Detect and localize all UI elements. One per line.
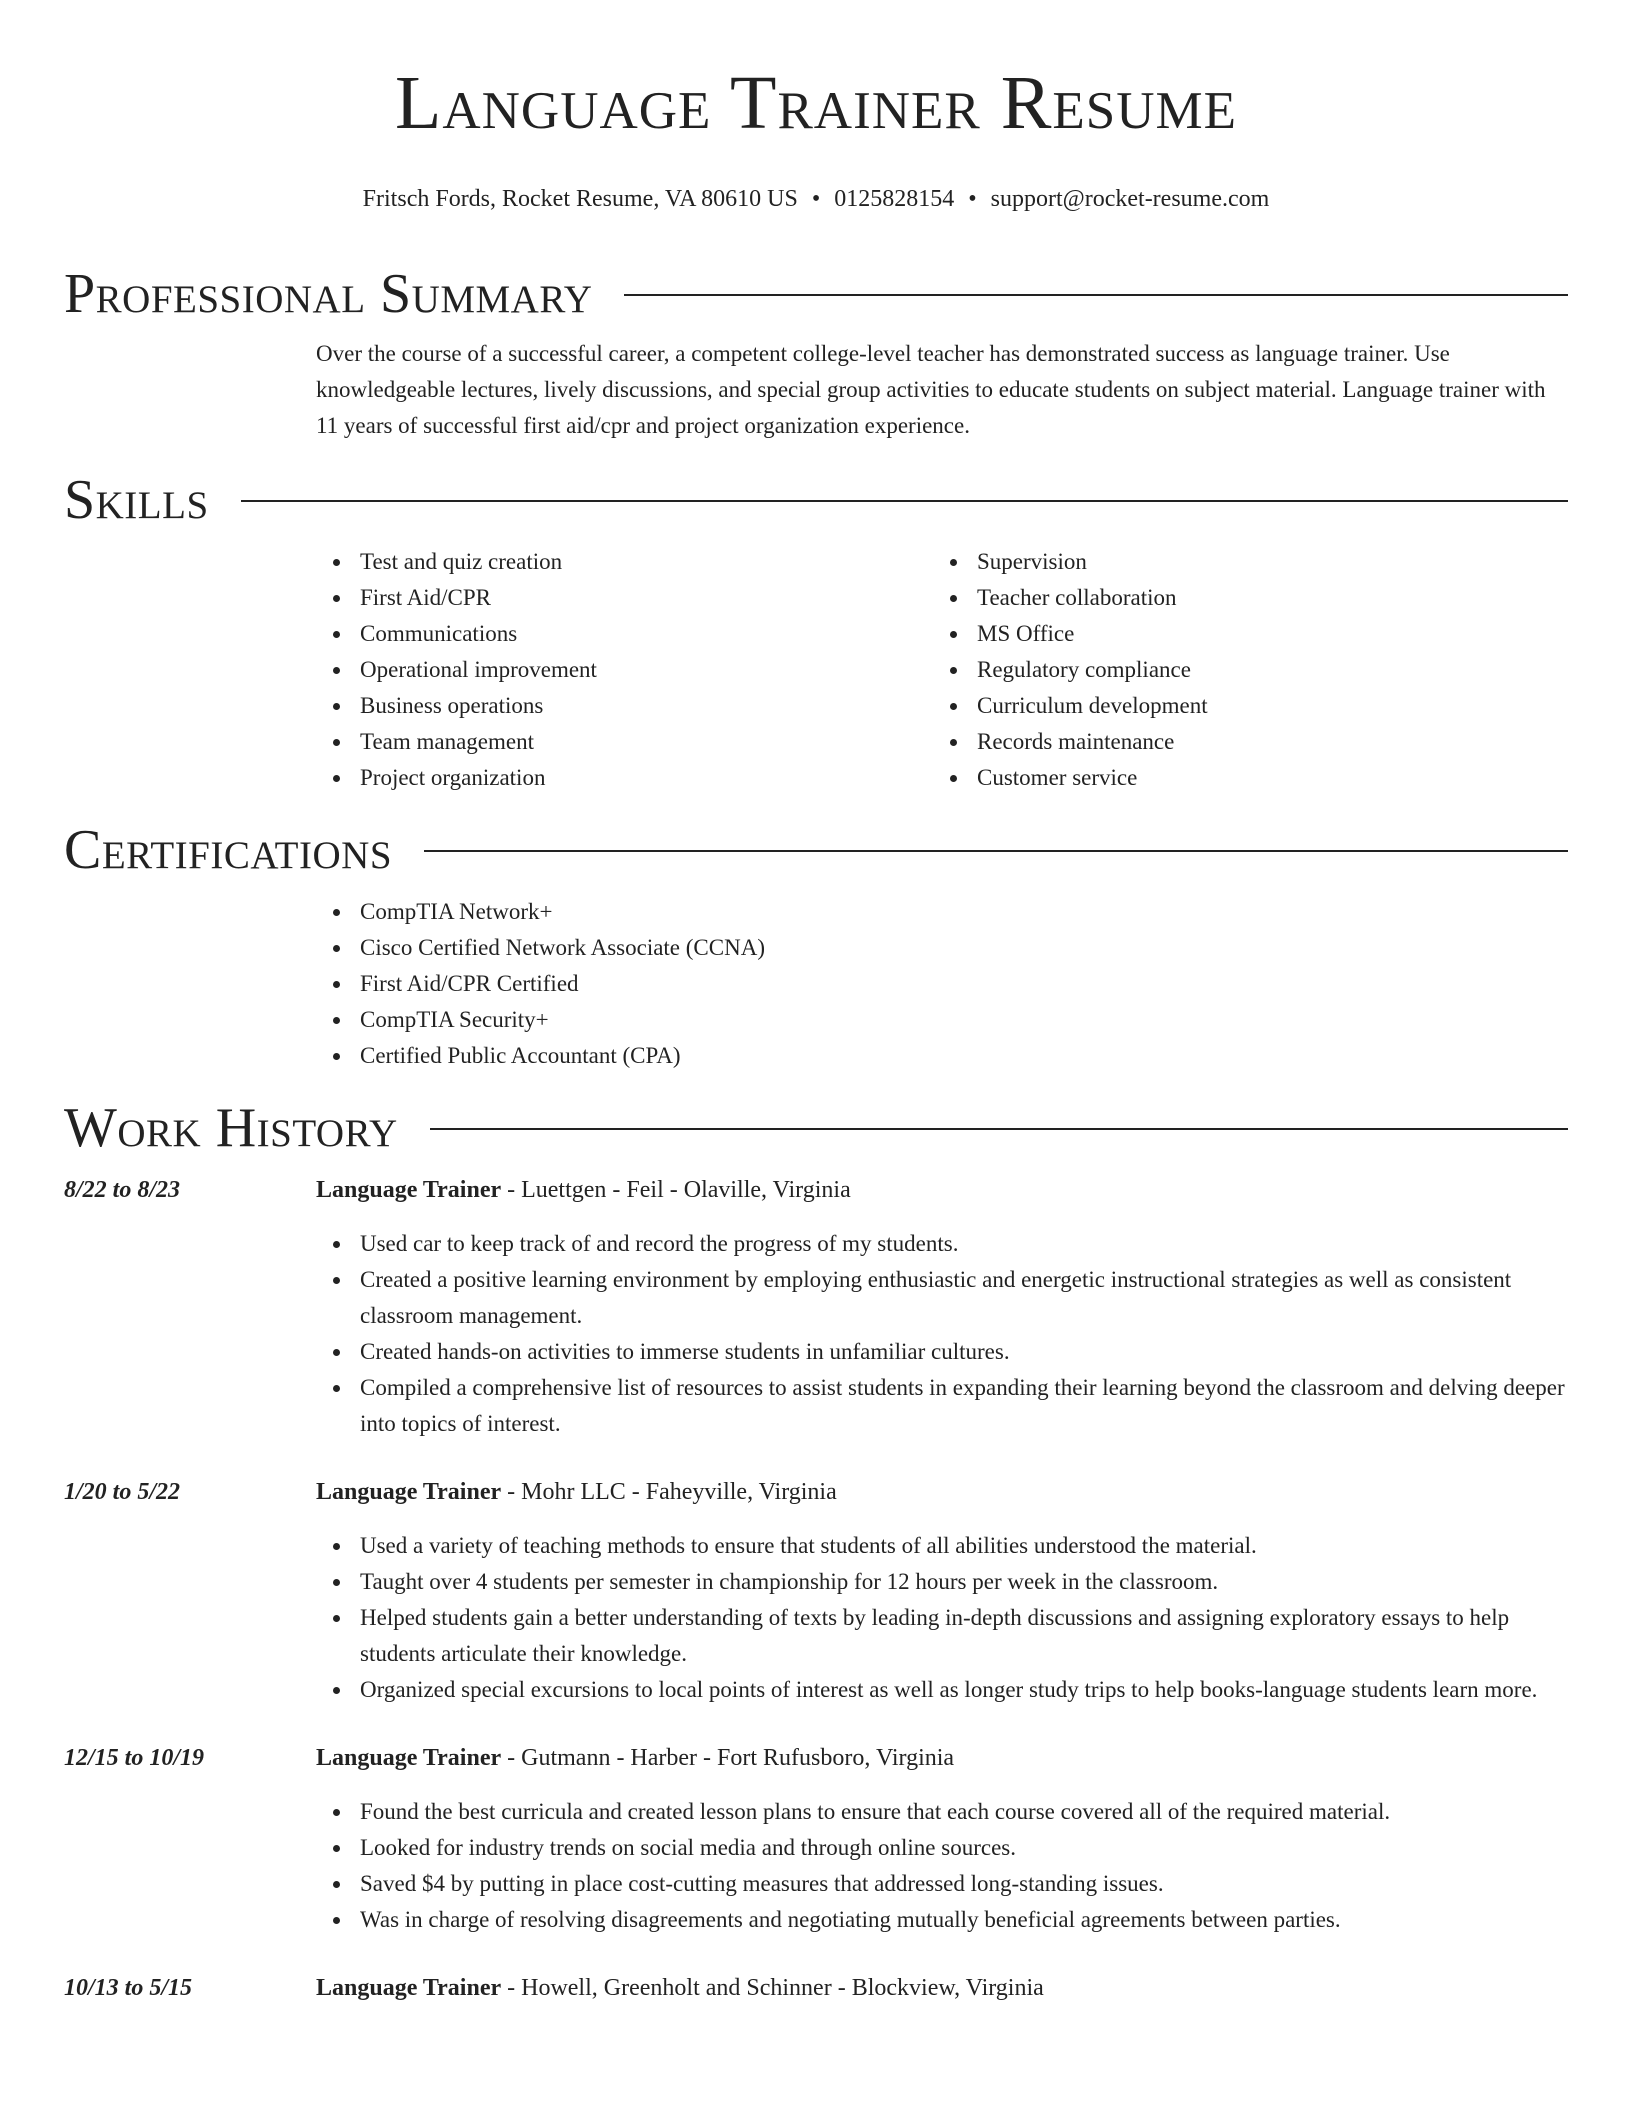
skill-item: Operational improvement: [316, 652, 933, 688]
job-title-line: [316, 1474, 837, 1510]
summary-section-header: [64, 264, 1568, 324]
job-bullet: Organized special excursions to local points of interest as well as longer study trips to help books-language students learn more.: [316, 1672, 1568, 1708]
contact-line: [64, 184, 1568, 214]
certification-item: Cisco Certified Network Associate (CCNA): [316, 930, 1568, 966]
job-bullet: Looked for industry trends on social media and through online sources.: [316, 1830, 1568, 1866]
certification-item: CompTIA Security+: [316, 1002, 1568, 1038]
job-role: Language Trainer: [316, 1745, 502, 1771]
job-bullet: Created a positive learning environment by employing enthusiastic and energetic instructional strategies as well as consistent classroom management.: [316, 1262, 1568, 1334]
skill-item: Customer service: [933, 760, 1550, 796]
skills-list-right: [933, 544, 1550, 796]
job-header: [64, 1172, 1568, 1208]
job-bullet: Helped students gain a better understanding of texts by leading in-depth discussions and assigning exploratory essays to help students articulate their knowledge.: [316, 1600, 1568, 1672]
job-dates: 8/22 to 8/23: [64, 1177, 181, 1203]
skill-item: Team management: [316, 724, 933, 760]
skill-item: Supervision: [933, 544, 1550, 580]
contact-email: support@rocket-resume.com: [990, 186, 1270, 212]
job-title-line: [316, 1970, 1044, 2006]
skill-item: Business operations: [316, 688, 933, 724]
job-bullets: [316, 1226, 1568, 1442]
certification-item: First Aid/CPR Certified: [316, 966, 1568, 1002]
job-title-line: [316, 1740, 954, 1776]
job-dates: 1/20 to 5/22: [64, 1479, 181, 1505]
job-header: [64, 1474, 1568, 1510]
job-bullet: Taught over 4 students per semester in championship for 12 hours per week in the classroom.: [316, 1564, 1568, 1600]
section-divider: [241, 500, 1568, 502]
section-divider: [424, 850, 1568, 852]
contact-separator: •: [811, 186, 821, 212]
job-bullets: [316, 1794, 1568, 1938]
job-dates: 10/13 to 5/15: [64, 1975, 193, 2001]
skill-item: Regulatory compliance: [933, 652, 1550, 688]
summary-heading: Professional Summary: [64, 263, 593, 325]
skill-item: Project organization: [316, 760, 933, 796]
certifications-heading: Certifications: [64, 819, 393, 881]
job-role: Language Trainer: [316, 1177, 502, 1203]
section-divider: [430, 1128, 1568, 1130]
job-details: - Luettgen - Feil - Olaville, Virginia: [501, 1177, 851, 1203]
contact-address: Fritsch Fords, Rocket Resume, VA 80610 US: [362, 186, 798, 212]
skill-item: First Aid/CPR: [316, 580, 933, 616]
certification-item: CompTIA Network+: [316, 894, 1568, 930]
certifications-section-header: [64, 820, 1568, 880]
job-entry: [64, 1172, 1568, 1442]
skill-item: Test and quiz creation: [316, 544, 933, 580]
job-details: - Gutmann - Harber - Fort Rufusboro, Virginia: [501, 1745, 955, 1771]
work-section-header: [64, 1098, 1568, 1158]
skill-item: Teacher collaboration: [933, 580, 1550, 616]
job-bullet: Used car to keep track of and record the progress of my students.: [316, 1226, 1568, 1262]
job-dates: 12/15 to 10/19: [64, 1745, 205, 1771]
job-role: Language Trainer: [316, 1975, 502, 2001]
summary-text: Over the course of a successful career, a competent college-level teacher has demonstrated success as language trainer. Use knowledgeable lectures, lively discussions, and special group activities to educate students on subject material. Language trainer with 11 years of successful first aid/cpr and project organization experience.: [316, 341, 1546, 438]
job-bullets: [316, 1528, 1568, 1708]
work-heading: Work History: [64, 1097, 398, 1159]
skill-item: Records maintenance: [933, 724, 1550, 760]
skills-grid: [316, 544, 1568, 796]
skills-list-left: [316, 544, 933, 796]
job-role: Language Trainer: [316, 1479, 502, 1505]
job-bullet: Found the best curricula and created lesson plans to ensure that each course covered all of the required material.: [316, 1794, 1568, 1830]
job-bullet: Compiled a comprehensive list of resources to assist students in expanding their learning beyond the classroom and delving deeper into topics of interest.: [316, 1370, 1568, 1442]
job-bullet: Was in charge of resolving disagreements and negotiating mutually beneficial agreements between parties.: [316, 1902, 1568, 1938]
resume-title: Language Trainer Resume: [394, 61, 1238, 145]
certification-item: Certified Public Accountant (CPA): [316, 1038, 1568, 1074]
job-details: - Howell, Greenholt and Schinner - Blockview, Virginia: [501, 1975, 1044, 2001]
job-bullet: Saved $4 by putting in place cost-cutting measures that addressed long-standing issues.: [316, 1866, 1568, 1902]
contact-separator: •: [968, 186, 977, 212]
job-entry: [64, 1740, 1568, 1938]
job-entry: [64, 1474, 1568, 1708]
job-bullet: Created hands-on activities to immerse students in unfamiliar cultures.: [316, 1334, 1568, 1370]
job-bullet: Used a variety of teaching methods to ensure that students of all abilities understood the material.: [316, 1528, 1568, 1564]
certifications-list: [316, 894, 1568, 1074]
job-header: [64, 1970, 1568, 2006]
skills-section-header: [64, 470, 1568, 530]
contact-phone: 0125828154: [834, 186, 955, 212]
skill-item: MS Office: [933, 616, 1550, 652]
job-entry: [64, 1970, 1568, 2006]
skill-item: Curriculum development: [933, 688, 1550, 724]
section-divider: [624, 294, 1568, 296]
skill-item: Communications: [316, 616, 933, 652]
job-details: - Mohr LLC - Faheyville, Virginia: [501, 1479, 837, 1505]
job-header: [64, 1740, 1568, 1776]
skills-heading: Skills: [64, 469, 209, 531]
resume-page: [64, 0, 1568, 2006]
job-title-line: [316, 1172, 851, 1208]
